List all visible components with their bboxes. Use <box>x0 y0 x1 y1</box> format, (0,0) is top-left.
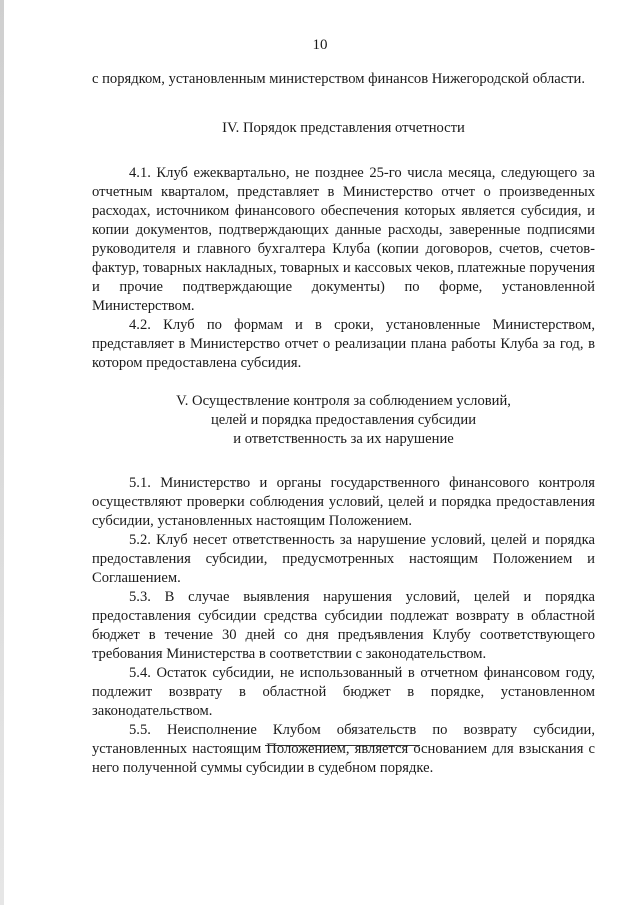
page-number: 10 <box>312 37 328 53</box>
intro-paragraph: с порядком, установленным министерством финансов Нижегородской области. <box>92 71 586 87</box>
paragraph-5-4: 5.4. Остаток субсидии, не использованный в отчетном финансовом году, подлежит возврату в областной бюджет в порядке, установленном законодательством. <box>92 665 595 719</box>
paragraph-5-2: 5.2. Клуб несет ответственность за нарушение условий, целей и порядка предоставления субсидии, предусмотренных настоящим Положением и Соглашением. <box>92 532 595 586</box>
paragraph-4-2: 4.2. Клуб по формам и в сроки, установленные Министерством, представляет в Министерство отчет о реализации плана работы Клуба за год, в котором предоставлена субсидия. <box>92 317 595 371</box>
end-separator-line <box>265 745 420 746</box>
section-5-heading-line-1: V. Осуществление контроля за соблюдением условий, <box>176 393 511 409</box>
paragraph-5-3: 5.3. В случае выявления нарушения условий, целей и порядка предоставления субсидии средства субсидии подлежат возврату в областной бюджет в течение 30 дней со дня предъявления Клубу соответствующего требования Министерства в соответствии с законодательством. <box>92 589 595 662</box>
paragraph-4-1: 4.1. Клуб ежеквартально, не позднее 25-го числа месяца, следующего за отчетным кварталом, представляет в Министерство отчет о произведенных расходах, источником финансового обеспечения которых является субсидия, и копии документов, подтверждающих данные расходы, заверенные подписями руководителя и главного бухгалтера Клуба (копии договоров, счетов, счетов-фактур, товарных накладных, товарных и кассовых чеков, платежные поручения и прочие подтверждающие документы) по форме, установленной Министерством. <box>92 165 595 314</box>
section-5-heading-line-3: и ответственность за их нарушение <box>233 431 454 447</box>
paragraph-5-5: 5.5. Неисполнение Клубом обязательств по возврату субсидии, установленных настоящим Положением, является основанием для взыскания с него полученной суммы субсидии в судебном порядке. <box>92 722 595 776</box>
section-4-heading: IV. Порядок представления отчетности <box>222 120 465 136</box>
paragraph-5-1: 5.1. Министерство и органы государственного финансового контроля осуществляют проверки соблюдения условий, целей и порядка предоставления субсидии, установленных настоящим Положением. <box>92 475 595 529</box>
section-5-heading-line-2: целей и порядка предоставления субсидии <box>210 412 477 428</box>
document-body <box>92 70 595 778</box>
section-5-heading <box>92 392 595 449</box>
